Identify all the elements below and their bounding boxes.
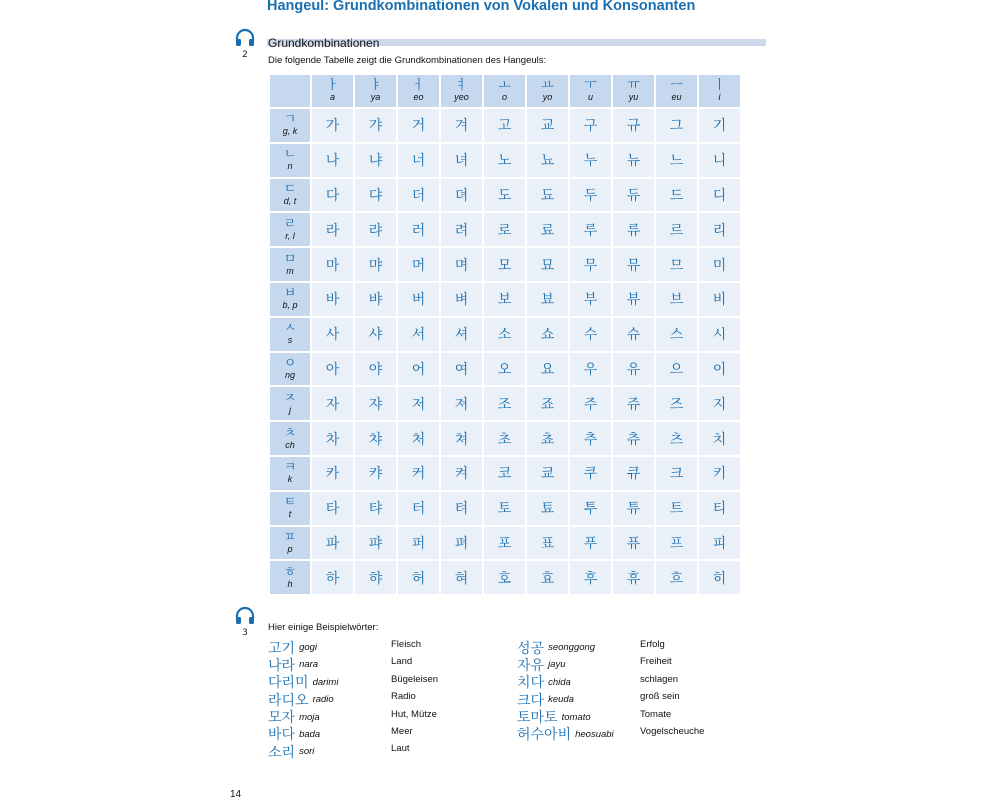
consonant-romanization: d, t <box>283 195 297 206</box>
example-romanization: gogi <box>299 642 318 653</box>
consonant-header <box>269 178 311 213</box>
vowel-jamo: ㅣ <box>713 78 726 93</box>
syllable-cell: 챠 <box>354 421 397 456</box>
syllable-cell: 쳐 <box>440 421 483 456</box>
vowel-header <box>440 74 483 108</box>
table-row <box>269 352 741 387</box>
syllable-cell: 사 <box>311 317 354 352</box>
vowel-romanization: yu <box>628 92 639 102</box>
syllable-cell: 자 <box>311 386 354 421</box>
section-heading: Grundkombinationen <box>268 36 380 50</box>
consonant-jamo: ㅅ <box>283 321 297 337</box>
example-german: schlagen <box>640 673 679 685</box>
syllable-cell: 댜 <box>354 178 397 213</box>
syllable-cell: 나 <box>311 143 354 178</box>
syllable-cell: 차 <box>311 421 354 456</box>
example-word-row <box>517 689 757 709</box>
syllable-cell: 구 <box>569 108 612 143</box>
syllable-cell: 추 <box>569 421 612 456</box>
vowel-romanization: ya <box>370 92 381 102</box>
example-german: Erfolg <box>640 639 665 650</box>
example-korean: 토마토 <box>517 710 558 727</box>
consonant-romanization: t <box>288 509 292 520</box>
example-word-row <box>517 654 757 674</box>
consonant-romanization: k <box>287 474 293 485</box>
example-german: Fleisch <box>391 639 422 650</box>
syllable-cell: 느 <box>655 143 698 178</box>
example-word-row <box>517 637 757 657</box>
syllable-cell: 펴 <box>440 526 483 561</box>
syllable-cell: 뉴 <box>612 143 655 178</box>
syllable-cell: 리 <box>698 212 741 247</box>
syllable-cell: 피 <box>698 526 741 561</box>
syllable-cell: 탸 <box>354 491 397 526</box>
consonant-jamo: ㅍ <box>283 529 297 545</box>
consonant-header <box>269 421 311 456</box>
page-title: Hangeul: Grundkombinationen von Vokalen und Konsonanten <box>267 0 696 14</box>
syllable-cell: 프 <box>655 526 698 561</box>
syllable-cell: 히 <box>698 560 741 595</box>
audio-track-marker-3[interactable] <box>233 606 257 638</box>
syllable-cell: 슈 <box>612 317 655 352</box>
example-word-row <box>517 724 757 744</box>
syllable-cell: 겨 <box>440 108 483 143</box>
vowel-header <box>397 74 440 108</box>
syllable-cell: 류 <box>612 212 655 247</box>
vowel-jamo: ㅜ <box>584 78 597 93</box>
syllable-cell: 루 <box>569 212 612 247</box>
example-korean: 치다 <box>517 675 545 692</box>
syllable-cell: 바 <box>311 282 354 317</box>
syllable-cell: 뮤 <box>612 247 655 282</box>
syllable-cell: 으 <box>655 352 698 387</box>
example-word-row <box>268 654 488 674</box>
syllable-cell: 쿠 <box>569 456 612 491</box>
example-word-row <box>517 672 757 692</box>
syllable-cell: 파 <box>311 526 354 561</box>
syllable-cell: 크 <box>655 456 698 491</box>
example-german: Bügeleisen <box>391 673 439 685</box>
syllable-cell: 기 <box>698 108 741 143</box>
example-word-row <box>268 689 488 709</box>
syllable-cell: 조 <box>483 386 526 421</box>
consonant-romanization: s <box>287 335 293 346</box>
consonant-romanization: b, p <box>282 300 298 311</box>
syllable-cell: 텨 <box>440 491 483 526</box>
example-romanization: sori <box>299 746 315 758</box>
syllable-cell: 마 <box>311 247 354 282</box>
consonant-header <box>269 317 311 352</box>
syllable-cell: 트 <box>655 491 698 526</box>
syllable-cell: 브 <box>655 282 698 317</box>
vowel-header <box>698 74 741 108</box>
syllable-cell: 거 <box>397 108 440 143</box>
vowel-header <box>354 74 397 108</box>
consonant-header <box>269 282 311 317</box>
syllable-cell: 야 <box>354 352 397 387</box>
example-korean: 자유 <box>517 657 545 674</box>
consonant-jamo: ㄱ <box>283 112 297 128</box>
consonant-romanization: ch <box>285 439 295 450</box>
syllable-cell: 퓨 <box>612 526 655 561</box>
consonant-header <box>269 456 311 491</box>
example-romanization: moja <box>299 711 320 723</box>
example-word-row <box>268 707 488 727</box>
syllable-cell: 커 <box>397 456 440 491</box>
syllable-cell: 녀 <box>440 143 483 178</box>
consonant-romanization: r, l <box>285 230 295 241</box>
syllable-cell: 키 <box>698 456 741 491</box>
consonant-romanization: ng <box>284 369 295 380</box>
syllable-cell: 쥬 <box>612 386 655 421</box>
syllable-cell: 켜 <box>440 456 483 491</box>
syllable-cell: 우 <box>569 352 612 387</box>
consonant-header <box>269 560 311 595</box>
syllable-cell: 툐 <box>526 491 569 526</box>
consonant-jamo: ㅂ <box>283 286 297 302</box>
syllable-cell: 큐 <box>612 456 655 491</box>
table-row <box>269 421 741 456</box>
example-word-row <box>517 707 757 727</box>
syllable-cell: 처 <box>397 421 440 456</box>
syllable-cell: 됴 <box>526 178 569 213</box>
syllable-cell: 수 <box>569 317 612 352</box>
example-korean: 소리 <box>268 744 296 761</box>
syllable-cell: 어 <box>397 352 440 387</box>
syllable-cell: 표 <box>526 526 569 561</box>
syllable-cell: 교 <box>526 108 569 143</box>
vowel-header <box>612 74 655 108</box>
syllable-cell: 묘 <box>526 247 569 282</box>
consonant-jamo: ㅇ <box>283 355 297 371</box>
examples-right-column <box>517 637 757 744</box>
example-korean: 바다 <box>268 727 296 744</box>
vowel-header <box>311 74 354 108</box>
example-korean: 모자 <box>268 710 296 727</box>
syllable-cell: 먀 <box>354 247 397 282</box>
syllable-cell: 부 <box>569 282 612 317</box>
table-row <box>269 282 741 317</box>
consonant-jamo: ㅈ <box>283 390 297 406</box>
syllable-cell: 퍼 <box>397 526 440 561</box>
syllable-cell: 뎌 <box>440 178 483 213</box>
vowel-header-row <box>269 74 741 108</box>
example-romanization: nara <box>299 659 319 671</box>
example-korean: 고기 <box>268 640 296 657</box>
syllable-cell: 무 <box>569 247 612 282</box>
page-number: 14 <box>230 789 242 800</box>
example-korean: 나라 <box>268 657 296 674</box>
table-row <box>269 247 741 282</box>
syllable-cell: 캬 <box>354 456 397 491</box>
syllable-cell: 로 <box>483 212 526 247</box>
vowel-header <box>526 74 569 108</box>
syllable-cell: 지 <box>698 386 741 421</box>
consonant-header <box>269 352 311 387</box>
syllable-cell: 그 <box>655 108 698 143</box>
hangeul-combination-table <box>268 73 742 596</box>
vowel-jamo: ㅛ <box>541 78 554 93</box>
syllable-cell: 러 <box>397 212 440 247</box>
table-row <box>269 456 741 491</box>
example-korean: 허수아비 <box>517 727 572 744</box>
vowel-romanization: yo <box>542 92 553 102</box>
consonant-header <box>269 108 311 143</box>
headphones-icon <box>234 28 256 48</box>
example-romanization: radio <box>312 694 334 706</box>
syllable-cell: 허 <box>397 560 440 595</box>
syllable-cell: 아 <box>311 352 354 387</box>
vowel-romanization: i <box>718 92 721 102</box>
example-german: Meer <box>391 725 413 737</box>
syllable-cell: 보 <box>483 282 526 317</box>
example-korean: 라디오 <box>268 692 309 709</box>
syllable-cell: 츠 <box>655 421 698 456</box>
syllable-cell: 냐 <box>354 143 397 178</box>
syllable-cell: 가 <box>311 108 354 143</box>
vowel-jamo: ㅓ <box>412 78 425 93</box>
example-word-row <box>268 724 488 744</box>
example-german: Land <box>391 656 413 668</box>
syllable-cell: 혀 <box>440 560 483 595</box>
vowel-jamo: ㅠ <box>627 78 640 93</box>
syllable-cell: 후 <box>569 560 612 595</box>
vowel-romanization: eu <box>671 92 682 102</box>
vowel-romanization: o <box>501 92 507 102</box>
table-row <box>269 143 741 178</box>
vowel-header <box>569 74 612 108</box>
syllable-cell: 소 <box>483 317 526 352</box>
syllable-cell: 휴 <box>612 560 655 595</box>
consonant-header <box>269 143 311 178</box>
vowel-jamo: ㅗ <box>498 78 511 93</box>
audio-track-marker-2[interactable] <box>233 28 257 60</box>
syllable-cell: 드 <box>655 178 698 213</box>
syllable-cell: 치 <box>698 421 741 456</box>
syllable-cell: 터 <box>397 491 440 526</box>
consonant-jamo: ㅊ <box>283 425 297 441</box>
syllable-cell: 노 <box>483 143 526 178</box>
syllable-cell: 쵸 <box>526 421 569 456</box>
vowel-jamo: ㅕ <box>455 78 468 93</box>
example-word-row <box>268 637 488 657</box>
syllable-cell: 며 <box>440 247 483 282</box>
examples-intro: Hier einige Beispielwörter: <box>268 622 379 633</box>
table-row <box>269 317 741 352</box>
syllable-cell: 너 <box>397 143 440 178</box>
syllable-cell: 토 <box>483 491 526 526</box>
syllable-cell: 쇼 <box>526 317 569 352</box>
table-corner <box>269 74 311 108</box>
vowel-romanization: yeo <box>454 92 469 102</box>
syllable-cell: 호 <box>483 560 526 595</box>
syllable-cell: 퍄 <box>354 526 397 561</box>
example-korean: 다리미 <box>268 675 309 692</box>
syllable-cell: 갸 <box>354 108 397 143</box>
syllable-cell: 포 <box>483 526 526 561</box>
consonant-jamo: ㄷ <box>283 181 297 197</box>
vowel-jamo: ㅏ <box>326 78 339 93</box>
table-row <box>269 178 741 213</box>
table-row <box>269 108 741 143</box>
syllable-cell: 더 <box>397 178 440 213</box>
consonant-romanization: n <box>287 161 293 172</box>
example-word-row <box>268 672 488 692</box>
consonant-romanization: j <box>289 404 291 415</box>
syllable-cell: 모 <box>483 247 526 282</box>
consonant-header <box>269 247 311 282</box>
syllable-cell: 주 <box>569 386 612 421</box>
consonant-jamo: ㄹ <box>283 216 297 232</box>
table-row <box>269 386 741 421</box>
consonant-jamo: ㄴ <box>283 147 297 163</box>
syllable-cell: 티 <box>698 491 741 526</box>
section-intro: Die folgende Tabelle zeigt die Grundkombinationen des Hangeuls: <box>268 55 547 66</box>
example-german: Tomate <box>640 708 672 720</box>
syllable-cell: 여 <box>440 352 483 387</box>
vowel-romanization: u <box>587 92 593 102</box>
consonant-header <box>269 386 311 421</box>
example-romanization: bada <box>299 728 321 740</box>
syllable-cell: 이 <box>698 352 741 387</box>
syllable-cell: 셔 <box>440 317 483 352</box>
example-romanization: heosuabi <box>575 728 614 740</box>
syllable-cell: 두 <box>569 178 612 213</box>
table-row <box>269 526 741 561</box>
consonant-header <box>269 526 311 561</box>
syllable-cell: 햐 <box>354 560 397 595</box>
syllable-cell: 랴 <box>354 212 397 247</box>
example-german: Laut <box>391 743 410 755</box>
syllable-cell: 코 <box>483 456 526 491</box>
syllable-cell: 서 <box>397 317 440 352</box>
syllable-cell: 유 <box>612 352 655 387</box>
vowel-header <box>655 74 698 108</box>
syllable-cell: 츄 <box>612 421 655 456</box>
consonant-romanization: p <box>287 543 293 554</box>
syllable-cell: 샤 <box>354 317 397 352</box>
syllable-cell: 다 <box>311 178 354 213</box>
syllable-cell: 르 <box>655 212 698 247</box>
syllable-cell: 머 <box>397 247 440 282</box>
consonant-header <box>269 212 311 247</box>
syllable-cell: 니 <box>698 143 741 178</box>
vowel-header <box>483 74 526 108</box>
syllable-cell: 하 <box>311 560 354 595</box>
syllable-cell: 타 <box>311 491 354 526</box>
example-romanization: chida <box>548 676 571 688</box>
example-german: groß sein <box>640 691 680 703</box>
example-german: Vogelscheuche <box>640 725 705 737</box>
consonant-jamo: ㅎ <box>283 564 297 580</box>
consonant-romanization: g, k <box>282 126 298 137</box>
syllable-cell: 스 <box>655 317 698 352</box>
examples-left-column <box>268 637 488 759</box>
consonant-jamo: ㅁ <box>283 251 297 267</box>
syllable-cell: 벼 <box>440 282 483 317</box>
syllable-cell: 투 <box>569 491 612 526</box>
syllable-cell: 라 <box>311 212 354 247</box>
vowel-jamo: ㅑ <box>369 78 382 93</box>
syllable-cell: 저 <box>397 386 440 421</box>
syllable-cell: 초 <box>483 421 526 456</box>
syllable-cell: 즈 <box>655 386 698 421</box>
example-korean: 크다 <box>517 692 545 709</box>
syllable-cell: 오 <box>483 352 526 387</box>
syllable-cell: 푸 <box>569 526 612 561</box>
syllable-cell: 뷰 <box>612 282 655 317</box>
consonant-header <box>269 491 311 526</box>
syllable-cell: 버 <box>397 282 440 317</box>
syllable-cell: 도 <box>483 178 526 213</box>
consonant-jamo: ㅌ <box>283 495 297 511</box>
syllable-cell: 효 <box>526 560 569 595</box>
syllable-cell: 규 <box>612 108 655 143</box>
syllable-cell: 뇨 <box>526 143 569 178</box>
vowel-romanization: a <box>329 92 335 102</box>
syllable-cell: 뱌 <box>354 282 397 317</box>
syllable-cell: 미 <box>698 247 741 282</box>
syllable-cell: 고 <box>483 108 526 143</box>
syllable-cell: 죠 <box>526 386 569 421</box>
vowel-jamo: ㅡ <box>670 78 683 93</box>
example-romanization: darimi <box>312 676 339 688</box>
syllable-cell: 쟈 <box>354 386 397 421</box>
example-german: Hut, Mütze <box>391 708 437 720</box>
table-row <box>269 491 741 526</box>
syllable-cell: 져 <box>440 386 483 421</box>
example-korean: 성공 <box>517 640 545 657</box>
syllable-cell: 비 <box>698 282 741 317</box>
syllable-cell: 므 <box>655 247 698 282</box>
consonant-romanization: h <box>287 578 293 589</box>
table-body <box>269 108 741 595</box>
consonant-jamo: ㅋ <box>283 460 297 476</box>
syllable-cell: 료 <box>526 212 569 247</box>
syllable-cell: 흐 <box>655 560 698 595</box>
syllable-cell: 듀 <box>612 178 655 213</box>
syllable-cell: 카 <box>311 456 354 491</box>
example-romanization: tomato <box>561 711 591 723</box>
audio-track-number: 3 <box>242 628 248 638</box>
syllable-cell: 시 <box>698 317 741 352</box>
example-romanization: jayu <box>548 659 566 671</box>
table-row <box>269 212 741 247</box>
example-german: Radio <box>391 691 416 703</box>
consonant-romanization: m <box>286 265 294 276</box>
syllable-cell: 뵤 <box>526 282 569 317</box>
example-romanization: seonggong <box>548 642 596 653</box>
vowel-romanization: eo <box>413 92 424 102</box>
syllable-cell: 튜 <box>612 491 655 526</box>
syllable-cell: 디 <box>698 178 741 213</box>
syllable-cell: 쿄 <box>526 456 569 491</box>
headphones-icon <box>234 606 256 626</box>
table-row <box>269 560 741 595</box>
audio-track-number: 2 <box>242 50 248 60</box>
syllable-cell: 누 <box>569 143 612 178</box>
example-german: Freiheit <box>640 656 672 668</box>
syllable-cell: 려 <box>440 212 483 247</box>
example-romanization: keuda <box>548 694 574 706</box>
example-word-row <box>268 741 488 761</box>
syllable-cell: 요 <box>526 352 569 387</box>
